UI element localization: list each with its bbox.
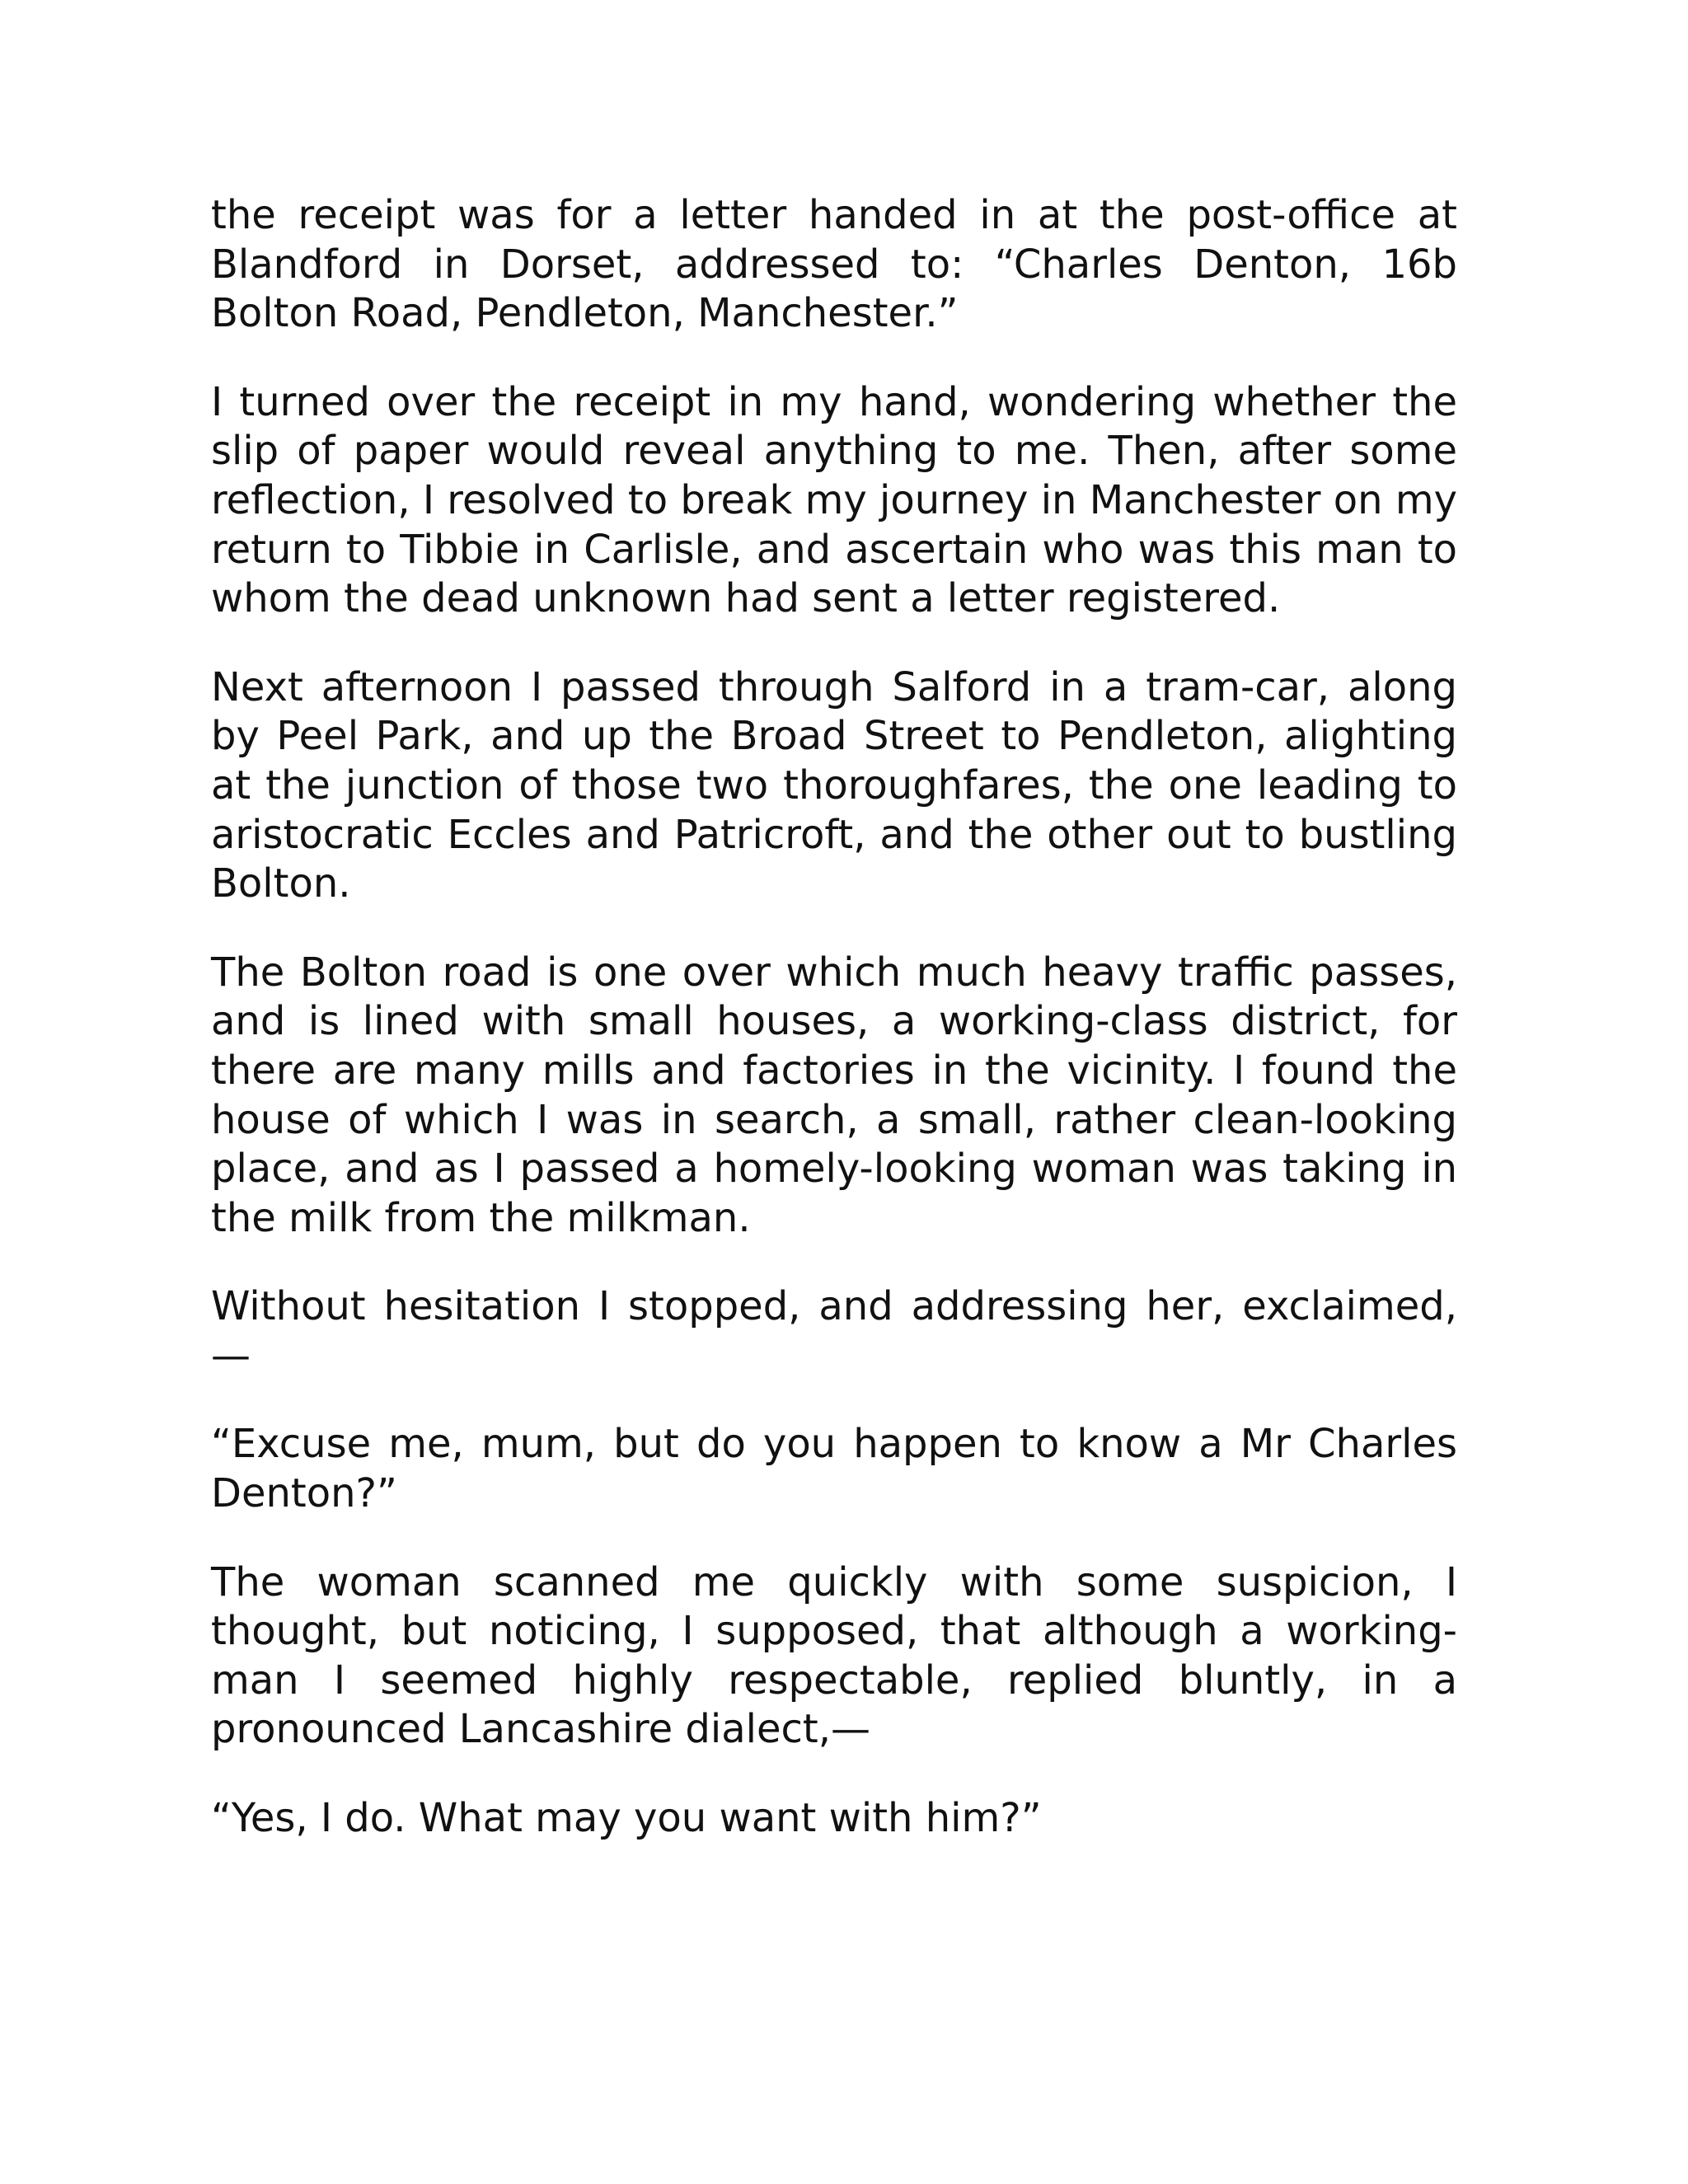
paragraph-6: “Excuse me, mum, but do you happen to know a Mr Charles Denton?” — [211, 1421, 1457, 1517]
paragraph-4: The Bolton road is one over which much heavy traffic passes, and is lined with small houses, a working-class district, for there are many mills and factories in the vicinity. I found the house of which I was in search, a small, rather clean-looking place, and as I passed a homely-looking woman was taking in the milk from the milkman. — [211, 949, 1457, 1241]
paragraph-5: Without hesitation I stopped, and addressing her, exclaimed,— — [211, 1283, 1457, 1379]
paragraph-8: “Yes, I do. What may you want with him?” — [211, 1795, 1042, 1842]
paragraph-3: Next afternoon I passed through Salford in a tram-car, along by Peel Park, and up the Broad Street to Pendleton, alighting at the junction of those two thoroughfares, the one leading to aristocratic Eccles and Patricroft, and the other out to bustling Bolton. — [211, 663, 1457, 907]
paragraph-2: I turned over the receipt in my hand, wondering whether the slip of paper would reveal anything to me. Then, after some reflection, I resolved to break my journey in Manchester on my return to Tibbie in Carlisle, and ascertain who was this man to whom the dead unknown had sent a letter registered. — [211, 378, 1457, 622]
paragraph-7: The woman scanned me quickly with some suspicion, I thought, but noticing, I supposed, that although a working-man I seemed highly respectable, replied bluntly, in a pronounced Lancashire dialect,— — [211, 1558, 1457, 1753]
paragraph-1: the receipt was for a letter handed in at the post-office at Blandford in Dorset, addressed to: “Charles Denton, 16b Bolton Road, Pendleton, Manchester.” — [211, 192, 1457, 337]
page-body-text — [211, 191, 1457, 1844]
